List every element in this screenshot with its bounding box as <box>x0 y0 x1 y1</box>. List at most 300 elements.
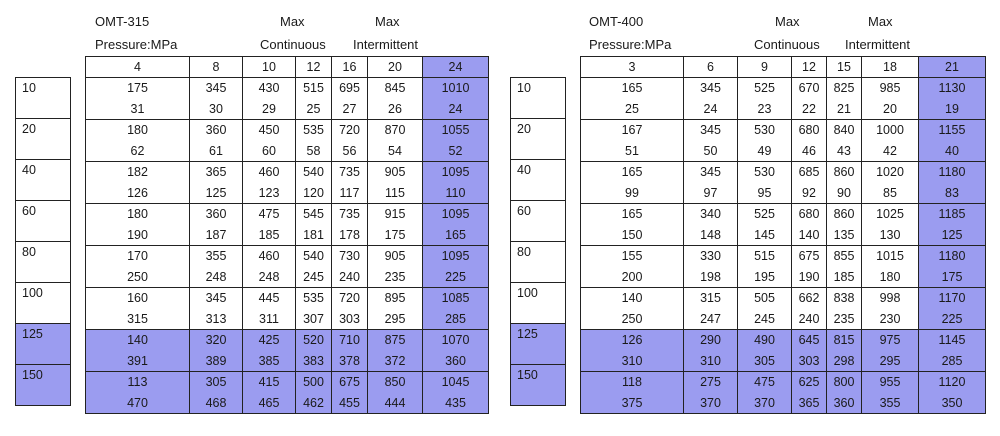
speed-cell: 247 <box>684 309 738 330</box>
speed-cell: 25 <box>296 99 332 120</box>
row-label: 80 <box>16 242 71 283</box>
max-intermittent-label: Intermittent <box>845 37 911 52</box>
pressure-header: 18 <box>862 57 919 78</box>
speed-cell: 24 <box>684 99 738 120</box>
table-row <box>581 393 986 414</box>
torque-cell: 1095 <box>423 246 489 267</box>
max-intermittent-label: Intermittent <box>353 37 419 52</box>
speed-cell: 99 <box>581 183 684 204</box>
table-row <box>86 141 489 162</box>
model-title: OMT-315 <box>95 14 150 29</box>
torque-cell: 855 <box>827 246 862 267</box>
speed-cell: 468 <box>190 393 243 414</box>
speed-cell: 85 <box>862 183 919 204</box>
torque-cell: 500 <box>296 372 332 393</box>
speed-cell: 120 <box>296 183 332 204</box>
max-continuous-label-max: Max <box>280 14 305 29</box>
speed-cell: 240 <box>792 309 827 330</box>
speed-cell: 31 <box>86 99 190 120</box>
torque-cell: 720 <box>332 288 368 309</box>
table-row <box>86 78 489 99</box>
torque-cell: 525 <box>738 204 792 225</box>
torque-cell: 165 <box>581 204 684 225</box>
pressure-label: Pressure:MPa <box>95 37 178 52</box>
torque-cell: 735 <box>332 204 368 225</box>
row-label: 100 <box>511 283 566 324</box>
speed-cell: 165 <box>423 225 489 246</box>
torque-cell: 360 <box>190 204 243 225</box>
torque-cell: 345 <box>684 78 738 99</box>
speed-cell: 140 <box>792 225 827 246</box>
torque-cell: 360 <box>190 120 243 141</box>
speed-cell: 455 <box>332 393 368 414</box>
torque-cell: 175 <box>86 78 190 99</box>
speed-cell: 360 <box>423 351 489 372</box>
torque-cell: 505 <box>738 288 792 309</box>
speed-cell: 372 <box>368 351 423 372</box>
pressure-header: 10 <box>243 57 296 78</box>
speed-cell: 150 <box>581 225 684 246</box>
speed-cell: 175 <box>368 225 423 246</box>
speed-cell: 51 <box>581 141 684 162</box>
torque-cell: 1055 <box>423 120 489 141</box>
torque-cell: 320 <box>190 330 243 351</box>
speed-cell: 90 <box>827 183 862 204</box>
torque-cell: 1095 <box>423 162 489 183</box>
torque-cell: 460 <box>243 246 296 267</box>
torque-cell: 315 <box>684 288 738 309</box>
table-row <box>581 141 986 162</box>
table-row <box>86 393 489 414</box>
torque-cell: 490 <box>738 330 792 351</box>
torque-cell: 625 <box>792 372 827 393</box>
torque-cell: 875 <box>368 330 423 351</box>
speed-cell: 303 <box>332 309 368 330</box>
speed-cell: 115 <box>368 183 423 204</box>
table-row <box>581 99 986 120</box>
torque-cell: 1085 <box>423 288 489 309</box>
pressure-header: 12 <box>296 57 332 78</box>
torque-cell: 845 <box>368 78 423 99</box>
table-row <box>86 246 489 267</box>
speed-cell: 29 <box>243 99 296 120</box>
torque-cell: 167 <box>581 120 684 141</box>
table-row <box>86 204 489 225</box>
max-continuous-label: Continuous <box>260 37 326 52</box>
torque-cell: 975 <box>862 330 919 351</box>
torque-cell: 170 <box>86 246 190 267</box>
torque-cell: 850 <box>368 372 423 393</box>
pressure-header: 9 <box>738 57 792 78</box>
speed-cell: 245 <box>738 309 792 330</box>
speed-cell: 295 <box>368 309 423 330</box>
speed-cell: 60 <box>243 141 296 162</box>
speed-cell: 21 <box>827 99 862 120</box>
pressure-header: 16 <box>332 57 368 78</box>
pressure-header: 6 <box>684 57 738 78</box>
row-label: 60 <box>16 201 71 242</box>
torque-cell: 540 <box>296 246 332 267</box>
speed-cell: 185 <box>827 267 862 288</box>
speed-cell: 248 <box>190 267 243 288</box>
speed-cell: 58 <box>296 141 332 162</box>
speed-cell: 19 <box>919 99 986 120</box>
speed-cell: 185 <box>243 225 296 246</box>
torque-cell: 345 <box>190 78 243 99</box>
speed-cell: 30 <box>190 99 243 120</box>
torque-cell: 680 <box>792 120 827 141</box>
torque-cell: 515 <box>738 246 792 267</box>
torque-cell: 545 <box>296 204 332 225</box>
torque-cell: 140 <box>86 330 190 351</box>
table-row <box>581 309 986 330</box>
speed-cell: 470 <box>86 393 190 414</box>
torque-cell: 860 <box>827 162 862 183</box>
torque-cell: 305 <box>190 372 243 393</box>
speed-cell: 311 <box>243 309 296 330</box>
torque-cell: 895 <box>368 288 423 309</box>
torque-cell: 365 <box>190 162 243 183</box>
torque-cell: 695 <box>332 78 368 99</box>
speed-cell: 23 <box>738 99 792 120</box>
table-row <box>86 330 489 351</box>
torque-cell: 445 <box>243 288 296 309</box>
torque-cell: 290 <box>684 330 738 351</box>
speed-cell: 56 <box>332 141 368 162</box>
speed-cell: 126 <box>86 183 190 204</box>
pressure-header: 3 <box>581 57 684 78</box>
row-label: 40 <box>16 160 71 201</box>
speed-cell: 225 <box>919 309 986 330</box>
speed-cell: 27 <box>332 99 368 120</box>
torque-cell: 1045 <box>423 372 489 393</box>
torque-cell: 685 <box>792 162 827 183</box>
row-label: 40 <box>511 160 566 201</box>
speed-cell: 365 <box>792 393 827 414</box>
speed-cell: 235 <box>368 267 423 288</box>
speed-cell: 355 <box>862 393 919 414</box>
speed-cell: 190 <box>792 267 827 288</box>
torque-cell: 165 <box>581 78 684 99</box>
torque-cell: 275 <box>684 372 738 393</box>
torque-cell: 180 <box>86 204 190 225</box>
speed-cell: 43 <box>827 141 862 162</box>
speed-cell: 92 <box>792 183 827 204</box>
torque-cell: 460 <box>243 162 296 183</box>
torque-cell: 330 <box>684 246 738 267</box>
speed-cell: 310 <box>581 351 684 372</box>
torque-cell: 345 <box>684 162 738 183</box>
speed-cell: 130 <box>862 225 919 246</box>
table-row <box>86 225 489 246</box>
table-row <box>581 120 986 141</box>
torque-cell: 345 <box>190 288 243 309</box>
speed-cell: 25 <box>581 99 684 120</box>
torque-cell: 1155 <box>919 120 986 141</box>
speed-cell: 187 <box>190 225 243 246</box>
speed-cell: 49 <box>738 141 792 162</box>
torque-cell: 1025 <box>862 204 919 225</box>
torque-cell: 735 <box>332 162 368 183</box>
torque-cell: 838 <box>827 288 862 309</box>
speed-cell: 61 <box>190 141 243 162</box>
speed-cell: 385 <box>243 351 296 372</box>
row-label: 20 <box>511 119 566 160</box>
torque-cell: 645 <box>792 330 827 351</box>
torque-cell: 720 <box>332 120 368 141</box>
speed-cell: 307 <box>296 309 332 330</box>
torque-cell: 1070 <box>423 330 489 351</box>
table-row <box>581 267 986 288</box>
torque-cell: 915 <box>368 204 423 225</box>
torque-cell: 1020 <box>862 162 919 183</box>
torque-cell: 530 <box>738 120 792 141</box>
speed-cell: 198 <box>684 267 738 288</box>
pressure-header: 15 <box>827 57 862 78</box>
speed-cell: 305 <box>738 351 792 372</box>
speed-cell: 200 <box>581 267 684 288</box>
torque-cell: 140 <box>581 288 684 309</box>
torque-cell: 670 <box>792 78 827 99</box>
pressure-label: Pressure:MPa <box>589 37 672 52</box>
row-label: 60 <box>511 201 566 242</box>
torque-cell: 475 <box>738 372 792 393</box>
table-row <box>86 267 489 288</box>
torque-cell: 905 <box>368 246 423 267</box>
torque-cell: 1180 <box>919 162 986 183</box>
row-label: 125 <box>16 324 71 365</box>
torque-cell: 535 <box>296 120 332 141</box>
torque-cell: 160 <box>86 288 190 309</box>
speed-cell: 315 <box>86 309 190 330</box>
torque-cell: 118 <box>581 372 684 393</box>
speed-cell: 26 <box>368 99 423 120</box>
speed-cell: 378 <box>332 351 368 372</box>
torque-cell: 430 <box>243 78 296 99</box>
speed-cell: 20 <box>862 99 919 120</box>
speed-cell: 52 <box>423 141 489 162</box>
speed-cell: 225 <box>423 267 489 288</box>
table-row <box>86 162 489 183</box>
torque-cell: 815 <box>827 330 862 351</box>
max-continuous-label-max: Max <box>775 14 800 29</box>
speed-cell: 245 <box>296 267 332 288</box>
speed-cell: 389 <box>190 351 243 372</box>
speed-cell: 285 <box>919 351 986 372</box>
torque-cell: 800 <box>827 372 862 393</box>
speed-cell: 135 <box>827 225 862 246</box>
torque-cell: 415 <box>243 372 296 393</box>
table-row <box>581 162 986 183</box>
speed-cell: 360 <box>827 393 862 414</box>
data-table <box>85 56 489 414</box>
speed-cell: 298 <box>827 351 862 372</box>
torque-cell: 180 <box>86 120 190 141</box>
torque-cell: 345 <box>684 120 738 141</box>
speed-cell: 181 <box>296 225 332 246</box>
table-row <box>581 225 986 246</box>
speed-cell: 444 <box>368 393 423 414</box>
pressure-header: 20 <box>368 57 423 78</box>
table-row <box>581 288 986 309</box>
torque-cell: 1130 <box>919 78 986 99</box>
torque-cell: 1120 <box>919 372 986 393</box>
speed-cell: 95 <box>738 183 792 204</box>
torque-cell: 1185 <box>919 204 986 225</box>
torque-cell: 1000 <box>862 120 919 141</box>
torque-cell: 535 <box>296 288 332 309</box>
max-intermittent-label-max: Max <box>868 14 893 29</box>
pressure-header: 21 <box>919 57 986 78</box>
speed-cell: 465 <box>243 393 296 414</box>
torque-cell: 525 <box>738 78 792 99</box>
pressure-header: 12 <box>792 57 827 78</box>
speed-cell: 178 <box>332 225 368 246</box>
pressure-header: 8 <box>190 57 243 78</box>
torque-cell: 675 <box>332 372 368 393</box>
speed-cell: 370 <box>738 393 792 414</box>
torque-cell: 340 <box>684 204 738 225</box>
torque-cell: 540 <box>296 162 332 183</box>
row-label: 80 <box>511 242 566 283</box>
torque-cell: 675 <box>792 246 827 267</box>
row-label: 150 <box>511 365 566 406</box>
table-row <box>581 204 986 225</box>
max-continuous-label: Continuous <box>754 37 820 52</box>
row-label: 10 <box>511 78 566 119</box>
torque-cell: 905 <box>368 162 423 183</box>
torque-cell: 425 <box>243 330 296 351</box>
speed-cell: 248 <box>243 267 296 288</box>
table-row <box>86 351 489 372</box>
table-row <box>86 99 489 120</box>
speed-cell: 125 <box>190 183 243 204</box>
row-label: 150 <box>16 365 71 406</box>
speed-cell: 83 <box>919 183 986 204</box>
speed-cell: 145 <box>738 225 792 246</box>
table-row <box>86 309 489 330</box>
speed-cell: 250 <box>581 309 684 330</box>
speed-cell: 235 <box>827 309 862 330</box>
torque-cell: 1145 <box>919 330 986 351</box>
max-intermittent-label-max: Max <box>375 14 400 29</box>
row-label: 125 <box>511 324 566 365</box>
speed-cell: 303 <box>792 351 827 372</box>
torque-cell: 955 <box>862 372 919 393</box>
speed-cell: 375 <box>581 393 684 414</box>
speed-cell: 24 <box>423 99 489 120</box>
torque-cell: 475 <box>243 204 296 225</box>
torque-cell: 680 <box>792 204 827 225</box>
speed-cell: 175 <box>919 267 986 288</box>
speed-cell: 462 <box>296 393 332 414</box>
table-row <box>581 351 986 372</box>
row-label: 20 <box>16 119 71 160</box>
data-table <box>580 56 986 414</box>
speed-cell: 46 <box>792 141 827 162</box>
torque-cell: 730 <box>332 246 368 267</box>
torque-cell: 860 <box>827 204 862 225</box>
speed-cell: 62 <box>86 141 190 162</box>
row-labels-table <box>510 77 566 406</box>
torque-cell: 530 <box>738 162 792 183</box>
table-row <box>581 372 986 393</box>
speed-cell: 22 <box>792 99 827 120</box>
table-row <box>86 372 489 393</box>
table-row <box>86 120 489 141</box>
speed-cell: 313 <box>190 309 243 330</box>
torque-cell: 1015 <box>862 246 919 267</box>
model-title: OMT-400 <box>589 14 644 29</box>
pressure-header: 24 <box>423 57 489 78</box>
speed-cell: 125 <box>919 225 986 246</box>
speed-cell: 285 <box>423 309 489 330</box>
speed-cell: 40 <box>919 141 986 162</box>
torque-cell: 355 <box>190 246 243 267</box>
torque-cell: 182 <box>86 162 190 183</box>
torque-cell: 710 <box>332 330 368 351</box>
speed-cell: 391 <box>86 351 190 372</box>
speed-cell: 295 <box>862 351 919 372</box>
speed-cell: 370 <box>684 393 738 414</box>
torque-cell: 870 <box>368 120 423 141</box>
table-row <box>581 246 986 267</box>
torque-cell: 113 <box>86 372 190 393</box>
speed-cell: 54 <box>368 141 423 162</box>
speed-cell: 148 <box>684 225 738 246</box>
speed-cell: 42 <box>862 141 919 162</box>
torque-cell: 1095 <box>423 204 489 225</box>
speed-cell: 97 <box>684 183 738 204</box>
table-row <box>581 78 986 99</box>
speed-cell: 195 <box>738 267 792 288</box>
pressure-header: 4 <box>86 57 190 78</box>
torque-cell: 165 <box>581 162 684 183</box>
row-label: 100 <box>16 283 71 324</box>
row-labels-table <box>15 77 71 406</box>
speed-cell: 50 <box>684 141 738 162</box>
speed-cell: 350 <box>919 393 986 414</box>
torque-cell: 985 <box>862 78 919 99</box>
table-row <box>86 288 489 309</box>
speed-cell: 190 <box>86 225 190 246</box>
torque-cell: 520 <box>296 330 332 351</box>
speed-cell: 435 <box>423 393 489 414</box>
torque-cell: 1170 <box>919 288 986 309</box>
torque-cell: 825 <box>827 78 862 99</box>
speed-cell: 117 <box>332 183 368 204</box>
speed-cell: 310 <box>684 351 738 372</box>
torque-cell: 450 <box>243 120 296 141</box>
torque-cell: 515 <box>296 78 332 99</box>
torque-cell: 126 <box>581 330 684 351</box>
speed-cell: 230 <box>862 309 919 330</box>
torque-cell: 840 <box>827 120 862 141</box>
table-row <box>581 183 986 204</box>
torque-cell: 1180 <box>919 246 986 267</box>
table-row <box>86 183 489 204</box>
speed-cell: 123 <box>243 183 296 204</box>
table-row <box>581 330 986 351</box>
torque-cell: 1010 <box>423 78 489 99</box>
speed-cell: 180 <box>862 267 919 288</box>
speed-cell: 240 <box>332 267 368 288</box>
row-label: 10 <box>16 78 71 119</box>
speed-cell: 250 <box>86 267 190 288</box>
speed-cell: 110 <box>423 183 489 204</box>
torque-cell: 998 <box>862 288 919 309</box>
torque-cell: 155 <box>581 246 684 267</box>
